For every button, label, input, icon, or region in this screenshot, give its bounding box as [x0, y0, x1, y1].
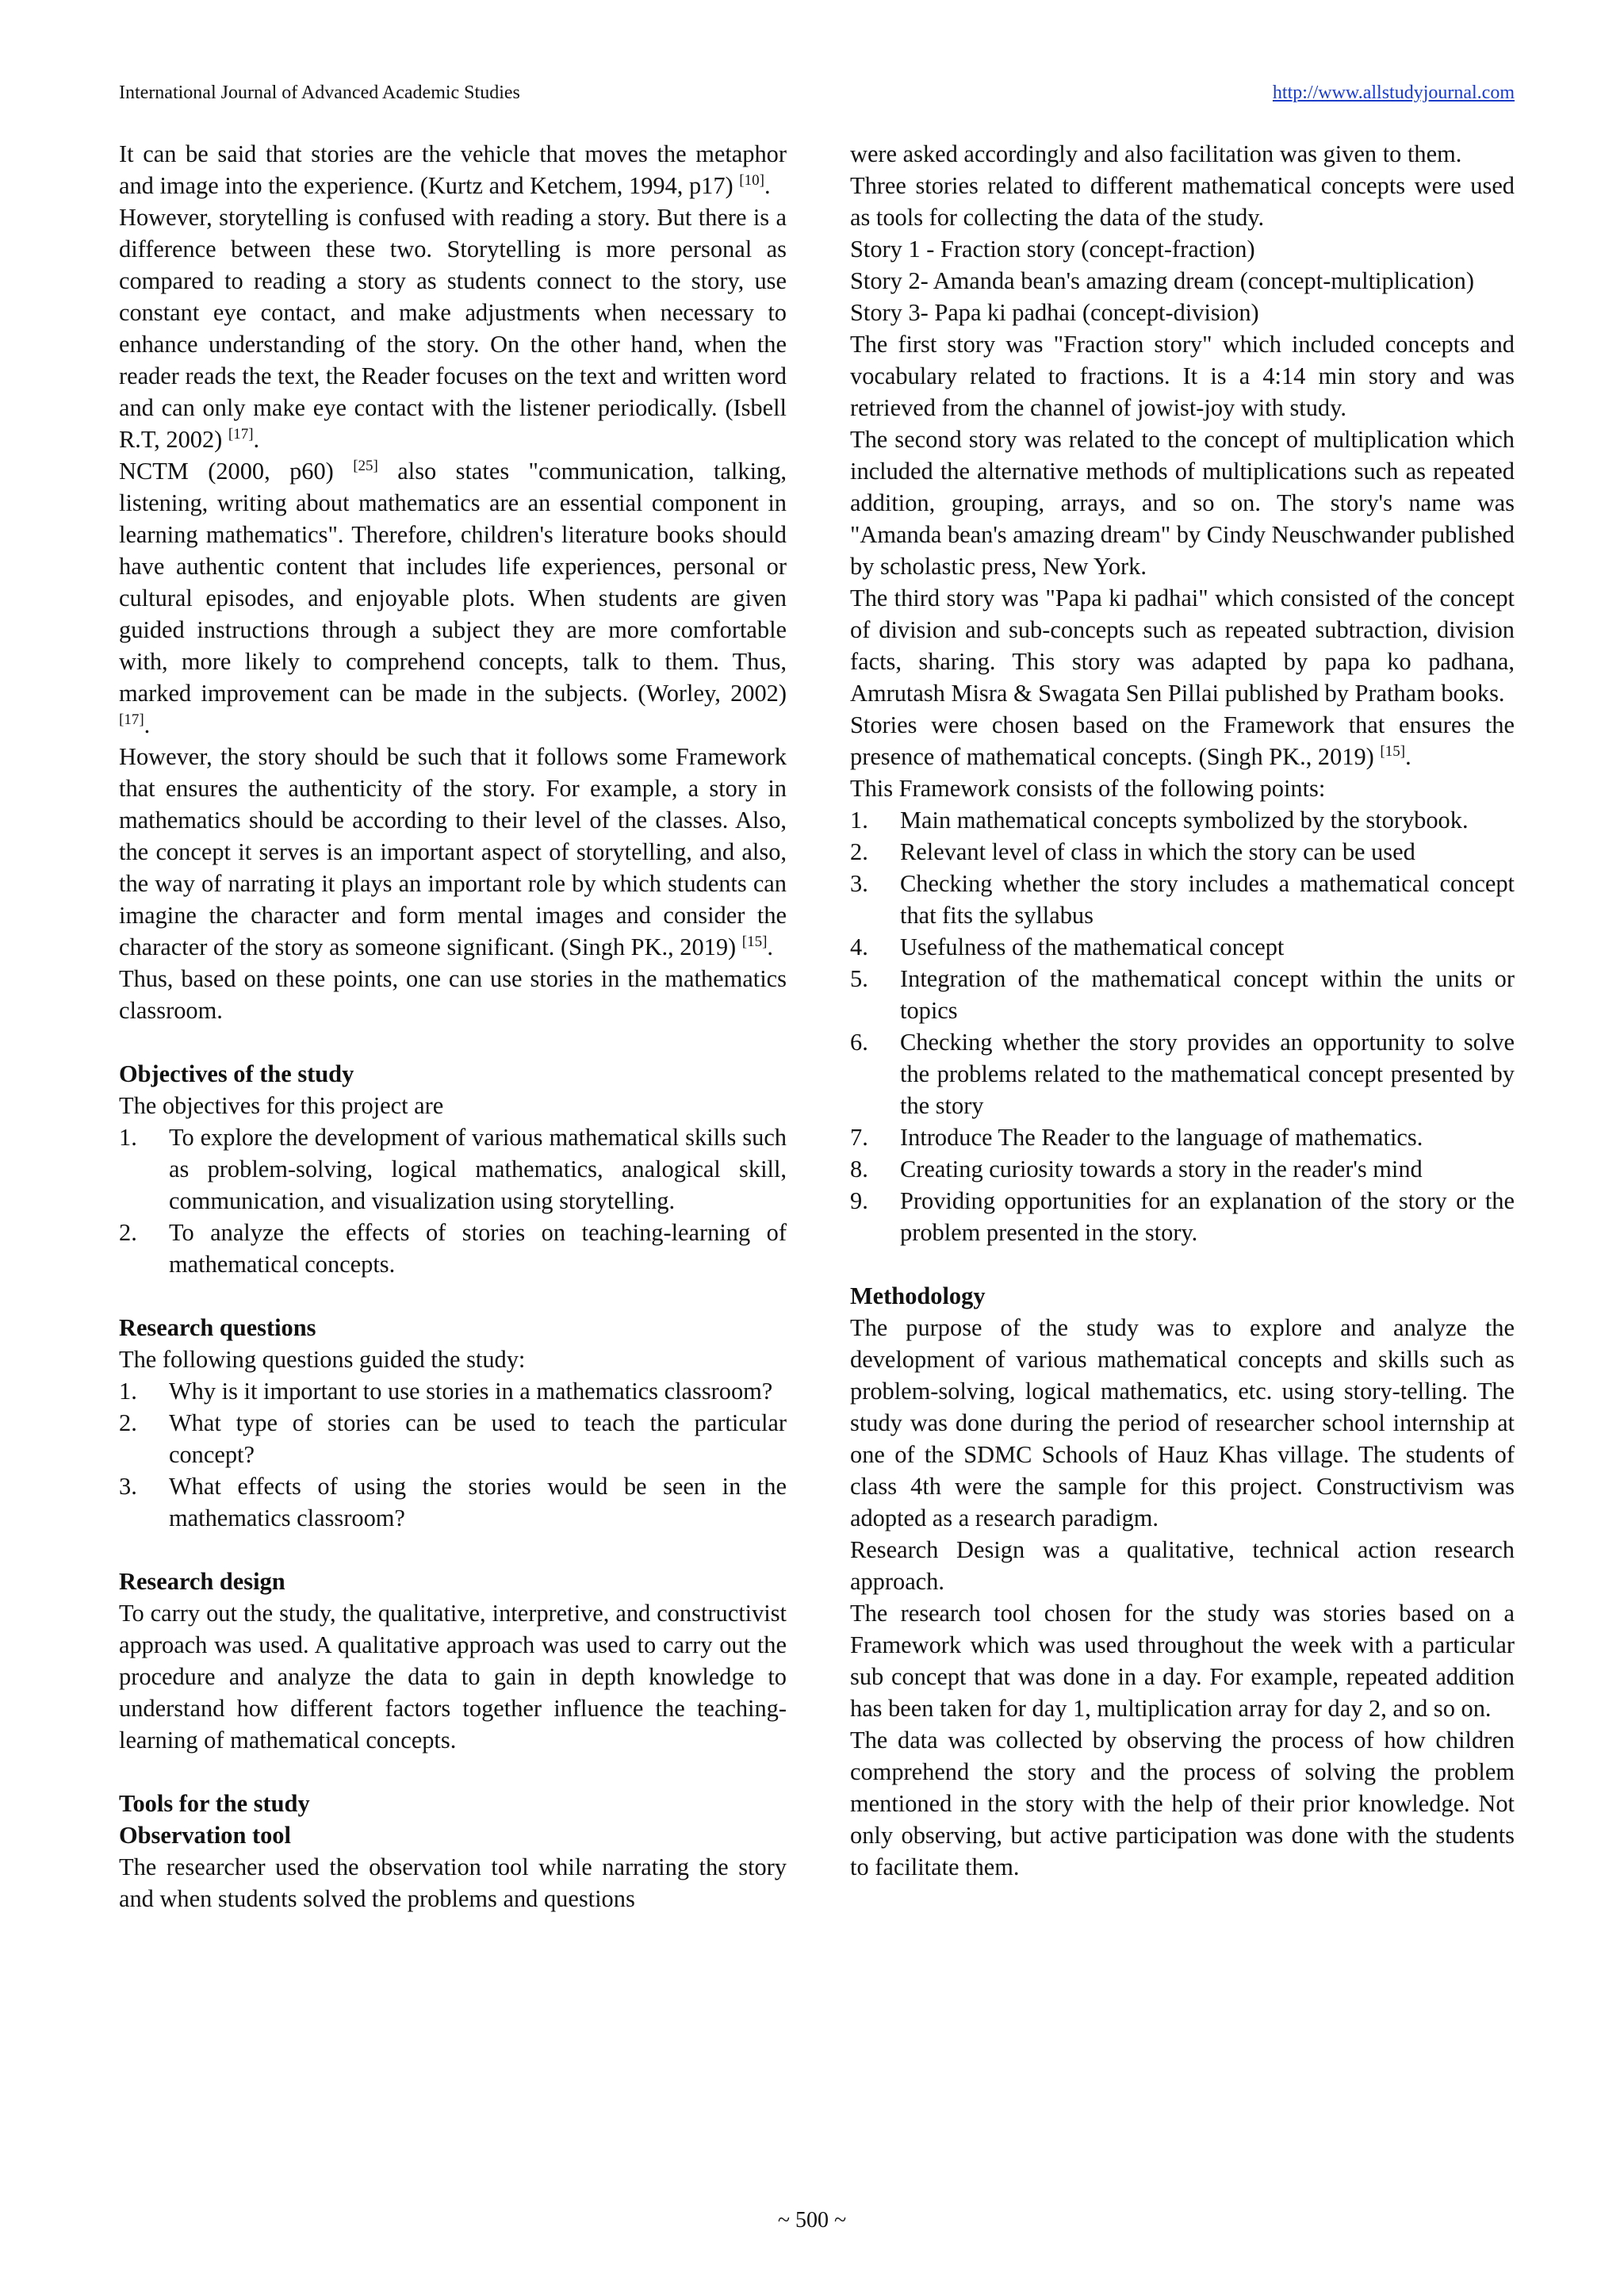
list-item: 2. What type of stories can be used to teach the particular concept?: [119, 1409, 787, 1468]
left-column: [119, 138, 787, 1915]
citation: [17]: [119, 711, 144, 728]
list-item: 3. What effects of using the stories would be seen in the mathematics classroom?: [119, 1473, 787, 1531]
journal-title: International Journal of Advanced Academic Studies: [119, 82, 520, 103]
section-heading-objectives: Objectives of the study: [119, 1060, 354, 1087]
list-item: 1. Why is it important to use stories in a mathematics classroom?: [119, 1378, 773, 1405]
paragraph: However, the story should be such that it follows some Framework that ensures the authenticity of the story. For example, a story in mathematics should be according to their level of the classes. Also, the concept it serves is an important aspect of storytelling, and also, the way of narrating it plays an important role by which students can imagine the character and form mental images and consider the character of the story as someone significant. (Singh PK., 2019) [15].: [119, 743, 787, 960]
citation: [15]: [1380, 742, 1406, 760]
paragraph: The researcher used the observation tool while narrating the story and when students solved the problems and questions: [119, 1853, 787, 1912]
list-item: 9. Providing opportunities for an explanation of the story or the problem presented in the story.: [850, 1187, 1515, 1246]
paragraph: Research Design was a qualitative, technical action research approach.: [850, 1536, 1515, 1595]
paragraph: To carry out the study, the qualitative, interpretive, and constructivist approach was used. A qualitative approach was used to carry out the procedure and analyze the data to gain in depth knowledge to understand how different factors together influence the teaching-learning of mathematical concepts.: [119, 1600, 787, 1754]
paragraph: The following questions guided the study:: [119, 1346, 526, 1373]
list-item: 8. Creating curiosity towards a story in the reader's mind: [850, 1156, 1423, 1182]
story-item: Story 1 - Fraction story (concept-fraction): [850, 236, 1255, 263]
citation: [10]: [739, 171, 764, 189]
list-item: 3. Checking whether the story includes a mathematical concept that fits the syllabus: [850, 870, 1515, 929]
paragraph: This Framework consists of the following points:: [850, 775, 1326, 802]
list-item: 4. Usefulness of the mathematical concept: [850, 933, 1285, 960]
citation: [15]: [741, 933, 768, 950]
list-item: 7. Introduce The Reader to the language of mathematics.: [850, 1124, 1423, 1151]
section-heading-tools: Tools for the study: [119, 1790, 310, 1817]
paragraph: NCTM (2000, p60) [25] also states "communication, talking, listening, writing about mathematics are an essential component in learning mathematics". Therefore, children's literature books should have authentic content that includes life experiences, personal or cultural episodes, and enjoyable plots. When students are given guided instructions through a subject they are more comfortable with, more likely to comprehend concepts, talk to them. Thus, marked improvement can be made in the subjects. (Worley, 2002) [17].: [119, 457, 787, 738]
paragraph: Thus, based on these points, one can use stories in the mathematics classroom.: [119, 965, 787, 1024]
paragraph: The purpose of the study was to explore and analyze the development of various mathematical concepts and skills such as problem-solving, logical mathematics, etc. using story-telling. The study was done during the period of researcher school internship at one of the SDMC Schools of Hauz Khas village. The students of class 4th were the sample for this project. Constructivism was adopted as a research paradigm.: [850, 1314, 1515, 1531]
research-questions-list: [119, 1375, 787, 1534]
paragraph: were asked accordingly and also facilitation was given to them.: [850, 140, 1462, 167]
objectives-list: [119, 1121, 787, 1280]
list-item: 2. Relevant level of class in which the story can be used: [850, 838, 1415, 865]
list-item: 1. To explore the development of various mathematical skills such as problem-solving, logical mathematics, analogical skill, communication, and visualization using storytelling.: [119, 1124, 787, 1214]
paragraph: It can be said that stories are the vehicle that moves the metaphor and image into the experience. (Kurtz and Ketchem, 1994, p17) [10].: [119, 140, 787, 199]
page-number: ~ 500 ~: [777, 2208, 847, 2233]
list-item: 1. Main mathematical concepts symbolized by the storybook.: [850, 807, 1469, 834]
section-heading-methodology: Methodology: [850, 1282, 986, 1309]
paragraph: The data was collected by observing the process of how children comprehend the story and the process of solving the problem mentioned in the story with the help of their prior knowledge. Not only observing, but active participation was done with the students to facilitate them.: [850, 1727, 1515, 1880]
citation: [17]: [228, 425, 254, 443]
story-item: Story 2- Amanda bean's amazing dream (concept-multiplication): [850, 267, 1474, 294]
paragraph: The third story was "Papa ki padhai" which consisted of the concept of division and sub-concepts such as repeated subtraction, division facts, sharing. This story was adapted by papa ko padhana, Amrutash Misra & Swagata Sen Pillai published by Pratham books.: [850, 585, 1515, 707]
framework-list: [850, 804, 1515, 1248]
list-item: 5. Integration of the mathematical concept within the units or topics: [850, 965, 1515, 1024]
citation: [25]: [353, 457, 378, 474]
paragraph: The research tool chosen for the study was stories based on a Framework which was used throughout the week with a particular sub concept that was done in a day. For example, repeated addition has been taken for day 1, multiplication array for day 2, and so on.: [850, 1600, 1515, 1722]
page-header: [119, 79, 1515, 106]
list-item: 2. To analyze the effects of stories on teaching-learning of mathematical concepts.: [119, 1219, 787, 1278]
paragraph: Three stories related to different mathematical concepts were used as tools for collecting the data of the study.: [850, 172, 1515, 231]
story-item: Story 3- Papa ki padhai (concept-division): [850, 299, 1259, 326]
journal-url-link[interactable]: http://www.allstudyjournal.com: [1272, 82, 1515, 103]
paragraph: Stories were chosen based on the Framework that ensures the presence of mathematical concepts. (Singh PK., 2019) [15].: [850, 711, 1515, 770]
subsection-heading-observation-tool: Observation tool: [119, 1822, 291, 1849]
paragraph: However, storytelling is confused with reading a story. But there is a difference between these two. Storytelling is more personal as compared to reading a story as students connect to the story, use constant eye contact, and make adjustments when necessary to enhance understanding of the story. On the other hand, when the reader reads the text, the Reader focuses on the text and written word and can only make eye contact with the listener periodically. (Isbell R.T, 2002) [17].: [119, 204, 787, 453]
right-column: [850, 138, 1515, 1883]
paragraph: The second story was related to the concept of multiplication which included the alternative methods of multiplications such as repeated addition, grouping, arrays, and so on. The story's name was "Amanda bean's amazing dream" by Cindy Neuschwander published by scholastic press, New York.: [850, 426, 1515, 580]
section-heading-research-design: Research design: [119, 1568, 285, 1595]
paragraph: The objectives for this project are: [119, 1092, 444, 1119]
paragraph: The first story was "Fraction story" which included concepts and vocabulary related to fractions. It is a 4:14 min story and was retrieved from the channel of jowist-joy with study.: [850, 331, 1515, 421]
section-heading-research-questions: Research questions: [119, 1314, 316, 1341]
list-item: 6. Checking whether the story provides an opportunity to solve the problems related to the mathematical concept presented by the story: [850, 1029, 1515, 1119]
